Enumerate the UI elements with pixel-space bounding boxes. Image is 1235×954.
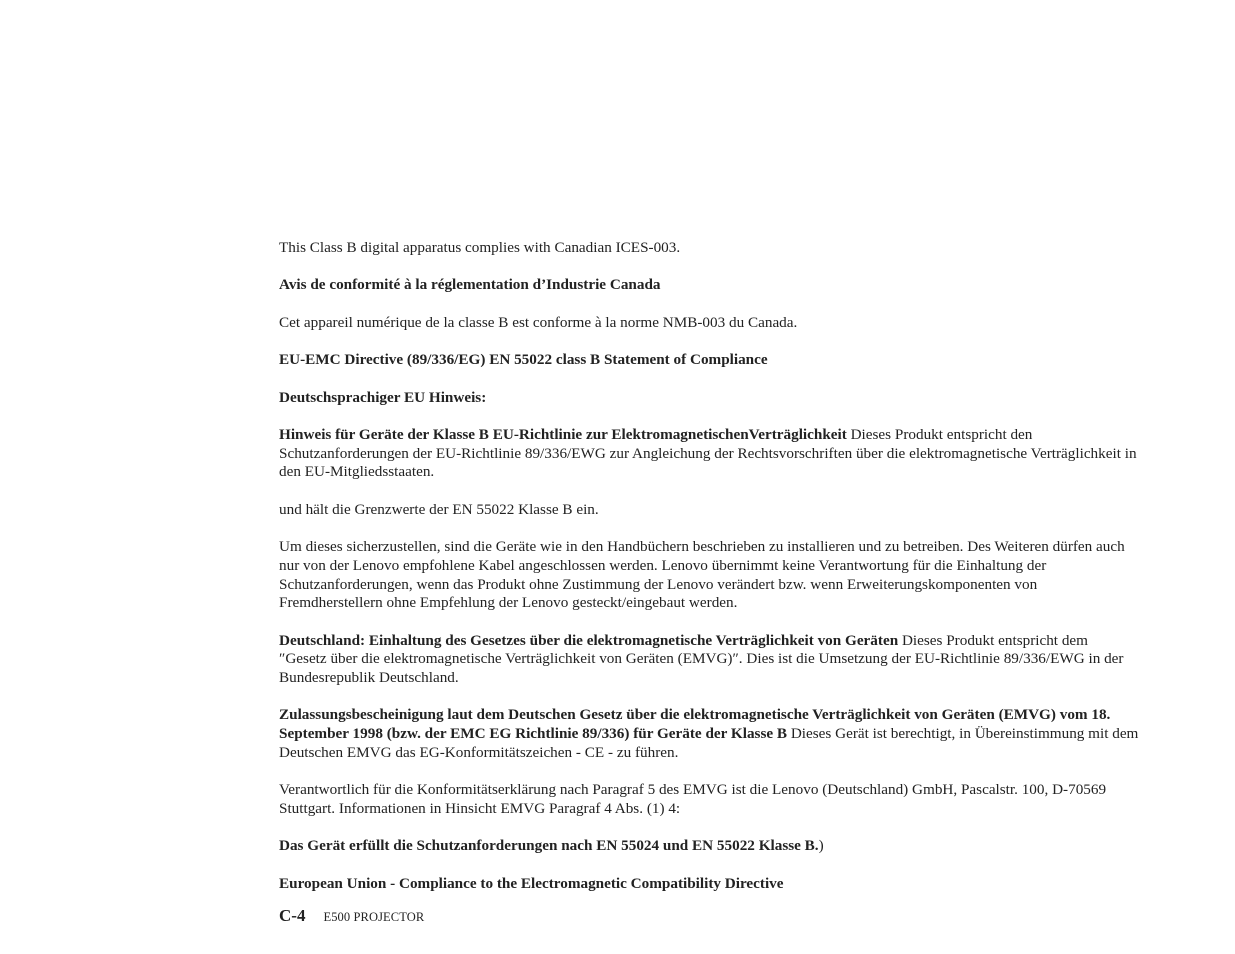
heading-european-union-compliance bbox=[279, 875, 1139, 894]
paragraph-text: This Class B digital apparatus complies with Canadian ICES-003. bbox=[279, 239, 681, 256]
paragraph-text: Dieses Produkt entspricht dem ″Gesetz über die elektromagnetische Verträglichkeit von Geräten (EMVG)″. Dies ist die Umsetzung der EU-Richtlinie 89/336/EWG in der Bundesrepublik Deutschland. bbox=[279, 631, 1124, 687]
run-in-heading: Das Gerät erfüllt die Schutzanforderungen nach EN 55024 und EN 55022 Klasse B. bbox=[279, 837, 819, 855]
run-in-heading: Deutschland: Einhaltung des Gesetzes über die elektromagnetische Verträglichkeit von Geräten bbox=[279, 631, 899, 649]
run-in-heading: Zulassungsbescheinigung laut dem Deutschen Gesetz über die elektromagnetische Verträglichkeit von Geräten (EMVG) vom 18. September 1998 (bzw. der EMC EG Richtlinie 89/336) für Geräte der Klasse B bbox=[279, 706, 1111, 743]
paragraph-text: ) bbox=[818, 837, 824, 855]
paragraph-text: Cet appareil numérique de la classe B est conforme à la norme NMB-003 du Canada. bbox=[279, 313, 798, 331]
heading-text: Deutschsprachiger EU Hinweis: bbox=[279, 388, 487, 406]
document-body bbox=[279, 239, 1139, 912]
heading-text: Avis de conformité à la réglementation d’Industrie Canada bbox=[279, 276, 661, 294]
paragraph-text: und hält die Grenzwerte der EN 55022 Klasse B ein. bbox=[279, 500, 599, 518]
heading-deutschsprachiger-hinweis bbox=[279, 389, 1139, 408]
paragraph-text: Dieses Produkt entspricht den Schutzanforderungen der EU-Richtlinie 89/336/EWG zur Angleichung der Rechtsvorschriften über die elektromagnetische Verträglichkeit in den EU-Mitgliedsstaaten. bbox=[279, 425, 1137, 481]
paragraph-text: Dieses Gerät ist berechtigt, in Übereinstimmung mit dem Deutschen EMVG das EG-Konformitätszeichen - CE - zu führen. bbox=[279, 725, 1139, 761]
heading-eu-emc-directive bbox=[279, 351, 1139, 370]
paragraph-deutschland-emvg bbox=[279, 632, 1139, 688]
document-title: E500 PROJECTOR bbox=[323, 910, 425, 924]
run-in-heading: Hinweis für Geräte der Klasse B EU-Richtlinie zur ElektromagnetischenVerträglichkeit bbox=[279, 425, 847, 443]
heading-industrie-canada bbox=[279, 276, 1139, 295]
paragraph-verantwortlich bbox=[279, 781, 1139, 818]
paragraph-text: Verantwortlich für die Konformitätserklärung nach Paragraf 5 des EMVG ist die Lenovo (Deutschland) GmbH, Pascalstr. 100, D-70569 Stuttgart. Informationen in Hinsicht EMVG Paragraf 4 Abs. (1) 4: bbox=[279, 781, 1107, 817]
paragraph-grenzwerte bbox=[279, 501, 1139, 520]
paragraph-text: Um dieses sicherzustellen, sind die Geräte wie in den Handbüchern beschrieben zu installieren und zu betreiben. Des Weiteren dürfen auch nur von der Lenovo empfohlene Kabel angeschlossen werden. Lenovo übernimmt keine Verantwortung für die Einhaltung der Schutzanforderungen, wenn das Produkt ohne Zustimmung der Lenovo verändert bzw. wenn Erweiterungskomponenten von Fremdherstellern ohne Empfehlung der Lenovo gesteckt/eingebaut werden. bbox=[279, 538, 1125, 612]
heading-text: EU-EMC Directive (89/336/EG) EN 55022 class B Statement of Compliance bbox=[279, 351, 768, 369]
paragraph-nmb-statement bbox=[279, 314, 1139, 333]
paragraph-hinweis-klasse-b bbox=[279, 426, 1139, 482]
page-number: C-4 bbox=[279, 906, 306, 925]
paragraph-installation-note bbox=[279, 538, 1139, 613]
paragraph-schutzanforderungen bbox=[279, 837, 1139, 856]
paragraph-ices-statement bbox=[279, 239, 1139, 258]
heading-text: European Union - Compliance to the Electromagnetic Compatibility Directive bbox=[279, 874, 784, 892]
page-footer bbox=[279, 906, 424, 926]
paragraph-zulassungsbescheinigung bbox=[279, 706, 1139, 762]
